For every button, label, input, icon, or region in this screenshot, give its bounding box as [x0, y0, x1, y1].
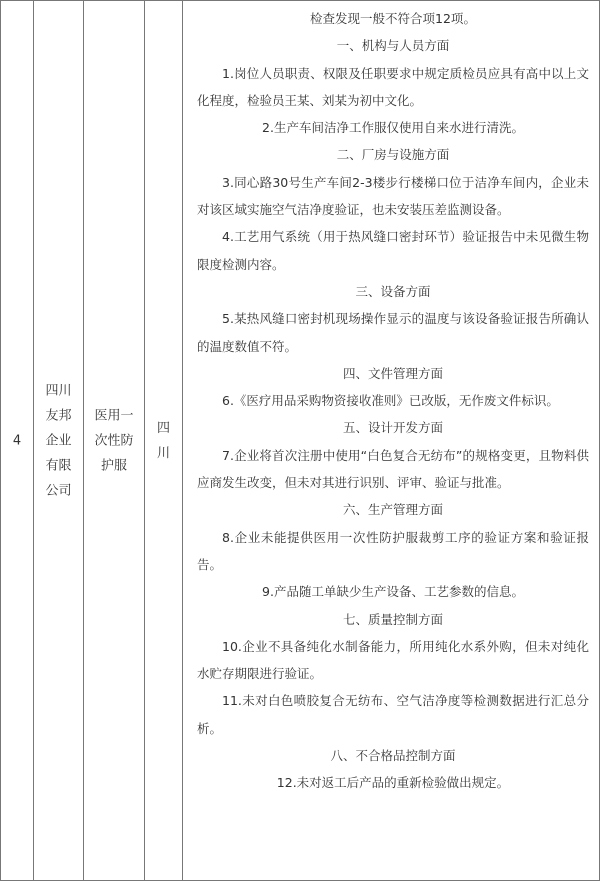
product-name: 医用一次性防护服: [94, 408, 134, 473]
finding-item: 3.同心路30号生产车间2-3楼步行楼梯口位于洁净车间内，企业未对该区域实施空气洁净度验证，也未安装压差监测设备。: [197, 174, 589, 218]
company-cell: [34, 1, 84, 880]
section-title: 八、不合格品控制方面: [330, 748, 456, 764]
region-cell: [145, 1, 183, 880]
findings-cell: [183, 1, 599, 880]
finding-item: 5.某热风缝口密封机现场操作显示的温度与该设备验证报告所确认的温度数值不符。: [197, 311, 589, 354]
finding-item: 4.工艺用气系统（用于热风缝口密封环节）验证报告中未见微生物限度检测内容。: [197, 229, 589, 272]
company-name: 四川友邦企业有限公司: [45, 383, 72, 498]
finding-item: 6.《医疗用品采购物资接收准则》已改版，无作废文件标识。: [222, 393, 559, 409]
findings-content: [197, 5, 589, 797]
finding-item: 7.企业将首次注册中使用“白色复合无纺布”的规格变更，且物料供应商发生改变，但未对其进行识别、评审、验证与批准。: [197, 447, 589, 491]
row-number: 4: [12, 433, 22, 448]
finding-item: 11.未对白色喷胶复合无纺布、空气洁净度等检测数据进行汇总分析。: [197, 693, 589, 736]
finding-item: 12.未对返工后产品的重新检验做出规定。: [276, 775, 510, 791]
finding-item: 9.产品随工单缺少生产设备、工艺参数的信息。: [262, 584, 524, 600]
product-cell: [84, 1, 145, 880]
section-title: 六、生产管理方面: [342, 502, 443, 518]
findings-intro: 检查发现一般不符合项12项。: [310, 11, 476, 26]
section-title: 四、文件管理方面: [342, 365, 443, 381]
region-name: 四川: [156, 420, 170, 461]
section-title: 三、设备方面: [355, 283, 431, 299]
section-title: 七、质量控制方面: [342, 611, 443, 627]
section-title: 二、厂房与设施方面: [336, 147, 450, 163]
finding-item: 10.企业不具备纯化水制备能力，所用纯化水系外购，但未对纯化水贮存期限进行验证。: [197, 638, 589, 682]
row-number-cell: [1, 1, 34, 880]
finding-item: 1.岗位人员职责、权限及任职要求中规定质检员应具有高中以上文化程度，检验员王某、刘某为初中文化。: [197, 65, 589, 108]
section-title: 一、机构与人员方面: [336, 38, 450, 54]
finding-item: 8.企业未能提供医用一次性防护服裁剪工序的验证方案和验证报告。: [197, 529, 589, 572]
section-title: 五、设计开发方面: [342, 420, 443, 436]
finding-item: 2.生产车间洁净工作服仅使用自来水进行清洗。: [262, 120, 524, 136]
